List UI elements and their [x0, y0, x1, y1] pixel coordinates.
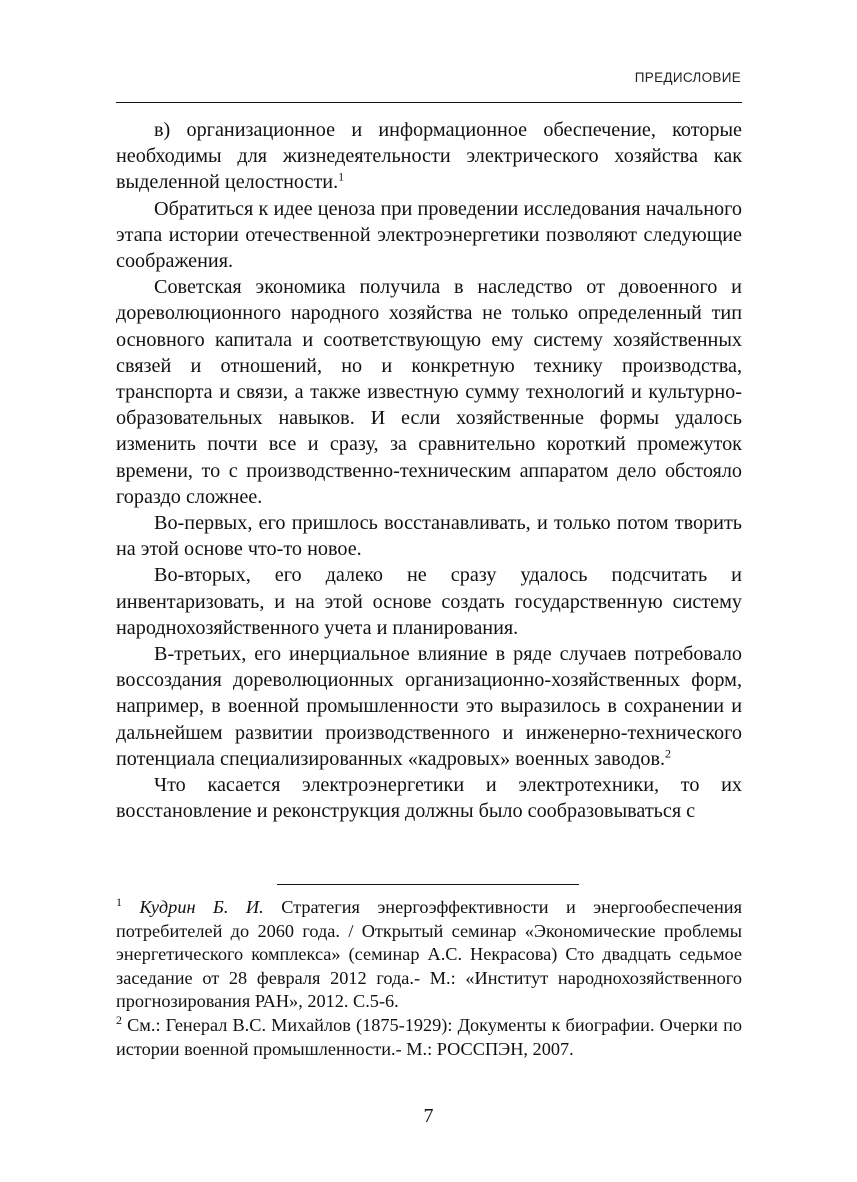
footnotes: [116, 896, 742, 1061]
footnote-ref-1[interactable]: 1: [338, 169, 345, 184]
footnote-ref-2[interactable]: 2: [665, 746, 672, 761]
footnote-number: 2: [116, 1012, 122, 1027]
paragraph-2: Обратиться к идее ценоза при проведении исследования начального этапа истории отечественной электроэнергетики позволяют следующие соображения.: [116, 197, 742, 273]
header-title: ПРЕДИСЛОВИЕ: [634, 70, 741, 85]
paragraph-text: В-третьих, его инерциальное влияние в ряде случаев потребовало воссоздания дореволюционных организационно-хозяйственных форм, например, в военной промышленности это выразилось в сохранении и дальнейшем развитии производственного и инженерно-технического потенциала специализированных «кадровых» военных заводов.: [116, 643, 742, 770]
paragraph-7: Что касается электроэнергетики и электротехники, то их восстановление и реконструкция должны было сообразовываться с: [116, 774, 742, 823]
footnote-2: [116, 1014, 742, 1061]
footnote-1: [116, 896, 742, 1014]
paragraph-3: Советская экономика получила в наследство от довоенного и дореволюционного народного хозяйства не только определенный тип основного капитала и соответствующую ему систему хозяйственных связей и отношений, но и конкретную технику производства, транспорта и связи, а также известную сумму технологий и культурно-образовательных навыков. И если хозяйственные формы удалось изменить почти все и сразу, за сравнительно короткий промежуток времени, то с производственно-техническим аппаратом дело обстояло гораздо сложнее.: [116, 276, 742, 508]
footnote-number: 1: [116, 894, 122, 909]
footnote-text: Стратегия энергоэффективности и энергообеспечения потребителей до 2060 года. / Открытый семинар «Экономические проблемы энергетического комплекса» (семинар А.С. Некрасова) Сто двадцать седьмое заседание от 28 февраля 2012 года.- М.: «Институт народнохозяйственного прогнозирования РАН», 2012. С.5-6.: [116, 897, 742, 1012]
footnote-text: См.: Генерал В.С. Михайлов (1875-1929): Документы к биографии. Очерки по истории военной промышленности.- М.: РОССПЭН, 2007.: [116, 1014, 742, 1059]
paragraph-5: Во-вторых, его далеко не сразу удалось подсчитать и инвентаризовать, и на этой основе создать государственную систему народнохозяйственного учета и планирования.: [116, 564, 742, 639]
paragraph-6: [116, 641, 742, 772]
page-number: 7: [423, 1105, 434, 1127]
footnote-author: Кудрин Б. И.: [139, 897, 264, 917]
paragraph-1: [116, 117, 742, 196]
header-divider: [116, 102, 742, 103]
paragraph-text: в) организационное и информационное обеспечение, которые необходимы для жизнедеятельности электрического хозяйства как выделенной целостности.: [116, 119, 742, 194]
paragraph-4: Во-первых, его пришлось восстанавливать, и только потом творить на этой основе что-то новое.: [116, 512, 742, 561]
footnote-divider: [277, 884, 579, 885]
main-text: [116, 117, 742, 824]
